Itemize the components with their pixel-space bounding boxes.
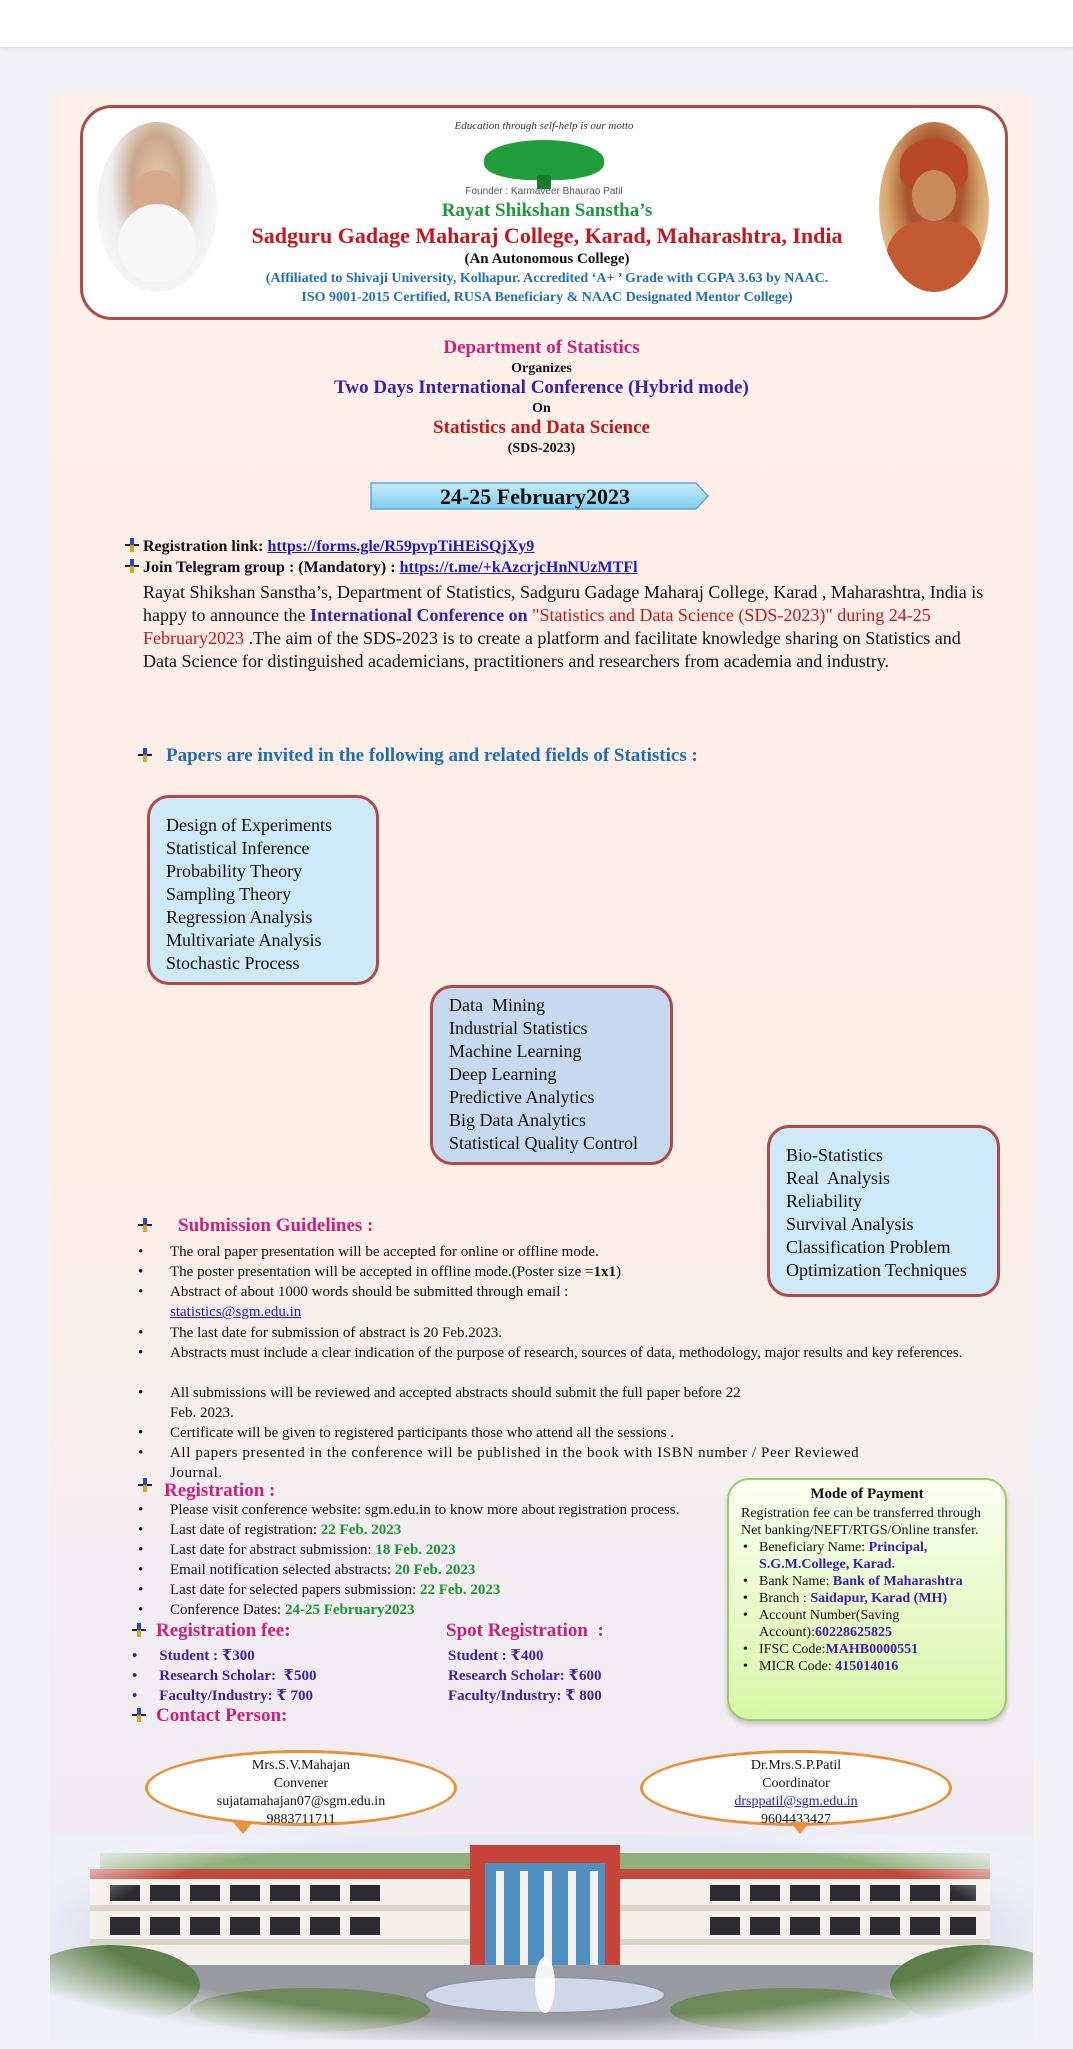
contact-phone: 9883711711	[266, 1812, 336, 1827]
topic-item: Sampling Theory	[166, 884, 292, 904]
registration-text: Please visit conference website: sgm.edu.in to know more about registration process.	[170, 1502, 680, 1518]
topic-item: Reliability	[786, 1191, 862, 1211]
spot-registration-heading: Spot Registration :	[446, 1620, 604, 1641]
guideline-text	[170, 1383, 982, 1423]
arrow-bullet-icon	[132, 1623, 146, 1637]
topic-item: Machine Learning	[449, 1041, 582, 1061]
payment-title: Mode of Payment	[810, 1486, 924, 1502]
payment-value: Saidapur, Karad (MH)	[810, 1591, 948, 1606]
bullet-icon: •	[138, 1582, 144, 1598]
payment-label: Bank Name:	[759, 1574, 833, 1589]
conference-theme: Statistics and Data Science	[433, 417, 650, 438]
submission-email-link[interactable]: statistics@sgm.edu.in	[170, 1304, 302, 1320]
portrait-beard	[119, 204, 196, 282]
department-name: Department of Statistics	[443, 337, 640, 358]
spot-scholar: Research Scholar: ₹600	[448, 1668, 602, 1684]
founder-portrait-left	[97, 122, 217, 292]
conference-short-name: (SDS-2023)	[507, 441, 576, 456]
registration-link-label: Registration link:	[143, 538, 264, 555]
fee-faculty	[132, 1686, 313, 1705]
registration-label: Conference Dates:	[170, 1602, 285, 1618]
conference-title: Two Days International Conference (Hybrid mode)	[334, 377, 749, 398]
guideline-text: The oral paper presentation will be accepted for online or offline mode.	[170, 1244, 599, 1260]
registration-heading	[138, 1478, 275, 1502]
spot-faculty: Faculty/Industry: ₹ 800	[448, 1688, 602, 1704]
registration-fee-heading	[132, 1620, 291, 1642]
topic-item: Classification Problem	[786, 1237, 951, 1257]
bullet-icon: •	[138, 1445, 144, 1461]
payment-value: 415014016	[835, 1659, 899, 1674]
registration-heading-text: Registration :	[164, 1480, 276, 1501]
arrow-bullet-icon	[132, 1708, 146, 1722]
certification-text: ISO 9001-2015 Certified, RUSA Beneficiary & NAAC Designated Mentor College)	[301, 290, 793, 305]
college-header	[80, 105, 1008, 320]
payment-value: MAHB0000551	[825, 1642, 919, 1657]
conference-poster	[50, 95, 1033, 2040]
guideline-text: All papers presented in the conference will be published in the book with ISBN number / Peer Reviewed Journal.	[170, 1445, 860, 1481]
logo-founder: Founder : Karmaveer Bhaurao Patil	[465, 186, 623, 197]
contact-heading	[132, 1705, 287, 1727]
registration-link-line	[125, 538, 534, 556]
registration-date: 22 Feb. 2023	[320, 1522, 402, 1538]
conference-dates: 24-25 February2023	[439, 484, 631, 509]
guideline-text-part: The poster presentation will be accepted in offline mode.(Poster size =	[170, 1264, 594, 1280]
payment-label: IFSC Code:	[759, 1642, 826, 1657]
topic-item: Predictive Analytics	[449, 1087, 595, 1107]
sanstha-name: Rayat Shikshan Sanstha’s	[441, 200, 653, 221]
topic-item: Real Analysis	[786, 1168, 890, 1188]
guideline-text-part: All submissions will be reviewed and accepted abstracts should submit the full paper before 22	[170, 1385, 741, 1401]
registration-label: Last date for selected papers submission:	[170, 1582, 420, 1598]
fee-text: Research Scholar: ₹500	[159, 1668, 317, 1684]
intro-part1: Rayat Shikshan Sanstha’s, Department of Statistics, Sadguru Gadage Maharaj College, Karad , Maharashtra, India is happy to announce the	[143, 582, 984, 625]
contact-convener	[145, 1750, 457, 1826]
arrow-bullet-icon	[125, 559, 139, 573]
contact-email[interactable]: drsppatil@sgm.edu.in	[734, 1794, 858, 1809]
bullet-icon: •	[138, 1542, 144, 1558]
intro-paragraph	[143, 581, 993, 673]
bullet-icon: •	[138, 1502, 144, 1518]
guideline-text-part: Abstract of about 1000 words should be submitted through email :	[170, 1284, 569, 1300]
registration-label: Last date of registration:	[170, 1522, 321, 1538]
payment-account	[741, 1607, 993, 1641]
submission-heading-text: Submission Guidelines :	[178, 1215, 374, 1236]
registration-date: 20 Feb. 2023	[394, 1562, 476, 1578]
campus-illustration	[50, 1835, 1033, 2040]
papers-heading-text: Papers are invited in the following and related fields of Statistics :	[166, 745, 698, 766]
contact-coordinator	[640, 1750, 952, 1826]
fee-text: Student : ₹300	[159, 1648, 255, 1664]
topic-item: Stochastic Process	[166, 953, 300, 973]
campus-building-image	[50, 1835, 1033, 2040]
topic-item: Statistical Quality Control	[449, 1133, 638, 1153]
payment-value: Principal, S.G.M.College, Karad.	[759, 1540, 928, 1572]
bullet-icon: •	[132, 1648, 138, 1664]
arrow-bullet-icon	[138, 1478, 152, 1492]
payment-label: MICR Code:	[759, 1659, 836, 1674]
sanstha-logo	[439, 120, 649, 210]
banyan-tree-icon	[484, 140, 604, 180]
topics-box-1	[147, 795, 379, 985]
papers-heading	[138, 745, 698, 767]
portrait-face	[912, 170, 956, 221]
payment-label: Branch :	[759, 1591, 811, 1606]
bullet-icon: •	[138, 1522, 144, 1538]
guideline-text: The last date for submission of abstract is 20 Feb.2023.	[170, 1325, 503, 1341]
intro-part4: .The aim of the SDS-2023 is to create a platform and facilitate knowledge sharing on Statistics and Data Science for distinguished academicians, practitioners and researchers from academia and industry.	[143, 628, 961, 671]
arrow-bullet-icon	[125, 538, 139, 552]
guideline-text-part: )	[615, 1264, 621, 1280]
bullet-icon: •	[138, 1264, 144, 1280]
bullet-icon: •	[138, 1385, 144, 1401]
bullet-icon: •	[138, 1244, 144, 1260]
telegram-link-label: Join Telegram group : (Mandatory) :	[143, 559, 396, 576]
registration-date: 18 Feb. 2023	[375, 1542, 456, 1558]
registration-date: 22 Feb. 2023	[419, 1582, 501, 1598]
topic-item: Statistical Inference	[166, 838, 310, 858]
intro-part2: International Conference on	[309, 605, 533, 625]
topic-item: Regression Analysis	[166, 907, 313, 927]
bullet-icon: •	[132, 1668, 138, 1684]
topic-item: Probability Theory	[166, 861, 303, 881]
telegram-link[interactable]: https://t.me/+kAzcrjcHnNUzMTFl	[399, 559, 638, 576]
contact-name: Dr.Mrs.S.P.Patil	[750, 1758, 842, 1773]
payment-box	[727, 1478, 1007, 1721]
organizes-text: Organizes	[511, 361, 572, 376]
guideline-text	[170, 1282, 982, 1322]
contact-email[interactable]: sujatamahajan07@sgm.edu.in	[216, 1794, 386, 1809]
bullet-icon: •	[138, 1345, 144, 1361]
topic-item: Industrial Statistics	[449, 1018, 588, 1038]
bullet-icon: •	[138, 1284, 144, 1300]
on-text: On	[532, 401, 551, 416]
topic-item: Survival Analysis	[786, 1214, 914, 1234]
payment-intro: Registration fee can be transferred through Net banking/NEFT/RTGS/Online transfer.	[741, 1506, 981, 1538]
payment-value: Bank of Maharashtra	[832, 1574, 963, 1589]
college-name: Sadguru Gadage Maharaj College, Karad, Maharashtra, India	[251, 223, 843, 248]
topic-item: Optimization Techniques	[786, 1260, 967, 1280]
registration-label: Email notification selected abstracts:	[170, 1562, 395, 1578]
guideline-text	[170, 1262, 982, 1282]
payment-bank	[741, 1573, 993, 1590]
affiliation-text: (Affiliated to Shivaji University, Kolhapur. Accredited ‘A+ ’ Grade with CGPA 3.63 by NAAC.	[265, 271, 829, 286]
contact-heading-text: Contact Person:	[156, 1705, 288, 1726]
fee-scholar	[132, 1666, 317, 1685]
bullet-icon: •	[138, 1325, 144, 1341]
arrow-bullet-icon	[138, 1218, 152, 1232]
payment-beneficiary	[741, 1539, 993, 1573]
guideline-text: Certificate will be given to registered participants those who attend all the sessions .	[170, 1425, 675, 1441]
topic-item: Data Mining	[449, 995, 545, 1015]
topic-item: Deep Learning	[449, 1064, 557, 1084]
contact-phone: 9604433427	[761, 1812, 831, 1827]
payment-label: Account Number(Saving Account):	[759, 1608, 900, 1640]
contact-name: Mrs.S.V.Mahajan	[251, 1758, 351, 1773]
bullet-icon: •	[132, 1688, 138, 1704]
fee-student	[132, 1646, 255, 1665]
registration-date: 24-25 February2023	[284, 1602, 415, 1618]
contact-role: Convener	[273, 1776, 329, 1791]
intro-part3: "Statistics and Data Science (SDS-2023)" during 24-25 February2023	[143, 605, 931, 648]
fee-text: Faculty/Industry: ₹ 700	[159, 1688, 314, 1704]
saint-portrait-right	[879, 122, 989, 292]
topic-item: Bio-Statistics	[786, 1145, 884, 1165]
payment-micr	[741, 1658, 993, 1675]
contact-role: Coordinator	[762, 1776, 830, 1791]
bullet-icon: •	[138, 1602, 144, 1618]
topics-box-2	[430, 985, 673, 1165]
bubble-tail-icon	[790, 1822, 810, 1834]
registration-label: Last date for abstract submission:	[170, 1542, 376, 1558]
bullet-icon: •	[138, 1425, 144, 1441]
spot-student: Student : ₹400	[448, 1648, 544, 1664]
payment-label: Beneficiary Name:	[759, 1540, 869, 1555]
fee-heading-text: Registration fee:	[156, 1620, 291, 1641]
topic-item: Big Data Analytics	[449, 1110, 586, 1130]
payment-branch	[741, 1590, 993, 1607]
topic-item: Multivariate Analysis	[166, 930, 322, 950]
browser-top-bar	[0, 0, 1073, 48]
poster-size: 1x1	[593, 1264, 616, 1280]
arrow-bullet-icon	[138, 748, 152, 762]
guideline-text-part: Feb. 2023.	[170, 1405, 234, 1421]
registration-link[interactable]: https://forms.gle/R59pvpTiHEiSQjXy9	[267, 538, 535, 555]
autonomous-status: (An Autonomous College)	[464, 251, 630, 267]
guideline-text: Abstracts must include a clear indication of the purpose of research, sources of data, methodology, major results and key references.	[170, 1345, 963, 1361]
portrait-robe	[887, 221, 982, 292]
payment-ifsc	[741, 1641, 993, 1658]
logo-motto: Education through self-help is our motto	[454, 120, 634, 132]
date-banner	[370, 482, 710, 510]
submission-heading	[138, 1215, 373, 1237]
topic-item: Design of Experiments	[166, 815, 332, 835]
payment-value: 60228625825	[814, 1625, 892, 1640]
telegram-link-line	[125, 559, 638, 577]
bullet-icon: •	[138, 1562, 144, 1578]
bubble-tail-icon	[233, 1822, 253, 1834]
